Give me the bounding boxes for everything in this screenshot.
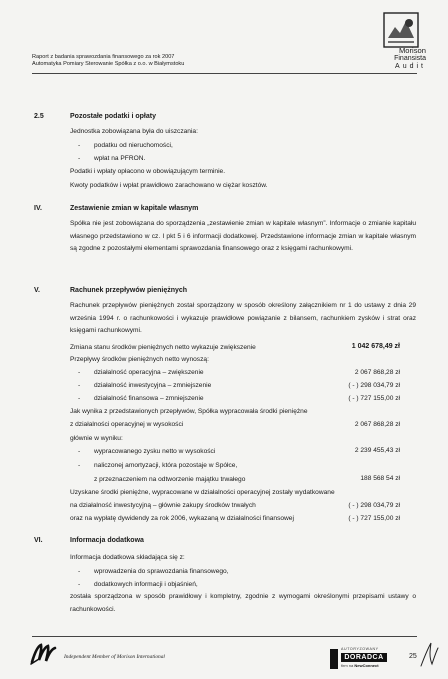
- list-bullet: -: [78, 395, 81, 402]
- morison-m-logo-icon: [30, 640, 60, 666]
- section-number: VI.: [34, 537, 43, 544]
- section-title: Pozostałe podatki i opłaty: [70, 113, 156, 120]
- badge-subline: [341, 663, 379, 668]
- list-bullet: -: [78, 382, 81, 389]
- list-bullet: -: [78, 448, 81, 455]
- company-name: Automatyka Pomiary Sterowanie Spółka z o.o. w Białymstoku: [32, 61, 185, 67]
- doradca-badge: [330, 645, 400, 671]
- section-number: V.: [34, 287, 40, 294]
- brand-subname: Finansista: [394, 55, 426, 62]
- list-item: wypracowanego zysku netto w wysokości: [94, 448, 216, 455]
- list-bullet: -: [78, 581, 81, 588]
- header-divider: [32, 73, 417, 74]
- amount: ( - ) 298 034,79 zł: [348, 502, 400, 509]
- report-title: Raport z badania sprawozdania finansowego za rok 2007: [32, 54, 175, 60]
- text-line: Informacja dodatkowa składająca się z:: [70, 554, 185, 561]
- brand-name: Morison: [398, 46, 426, 55]
- list-item: dodatkowych informacji i objaśnień,: [94, 581, 198, 588]
- morison-logo-icon: [383, 12, 419, 48]
- text-line: głównie w wyniku:: [70, 435, 123, 442]
- list-item: działalność operacyjna – zwiększenie: [94, 369, 204, 376]
- amount: 2 067 868,28 zł: [354, 369, 400, 376]
- list-bullet: -: [78, 462, 81, 469]
- text-line: Jednostka zobowiązana była do uiszczania:: [70, 128, 198, 135]
- text-line: Przepływy środków pieniężnych netto wynoszą:: [70, 356, 209, 363]
- member-note: Independent Member of Morison International: [64, 654, 165, 660]
- list-item: działalność finansowa – zmniejszenie: [94, 395, 204, 402]
- brand-block: [366, 47, 426, 71]
- text-line: Jak wynika z przedstawionych przepływów, Spółka wypracowała środki pieniężne: [70, 408, 308, 415]
- page-number: 25: [409, 653, 417, 660]
- list-item: działalność inwestycyjna – zmniejszenie: [94, 382, 212, 389]
- paragraph: Rachunek przepływów pieniężnych został sporządzony w sposób określony załącznikiem nr 1 do ustawy z dnia 29 września 1994 r. o rachunkowości i wykazuje prawidłowe powiązanie z bilansem, rachunkiem zysków i strat oraz księgami rachunkowymi.: [70, 302, 416, 335]
- text-line: Zmiana stanu środków pieniężnych netto wykazuje zwiększenie: [70, 344, 256, 351]
- list-bullet: -: [78, 369, 81, 376]
- amount: 188 568 54 zł: [360, 475, 400, 482]
- amount: 2 067 868,28 zł: [354, 421, 400, 428]
- amount-total: 1 042 678,49 zł: [351, 343, 400, 350]
- badge-name: DORADCA: [341, 653, 387, 662]
- badge-sub-brand: NewConnect: [354, 663, 379, 668]
- signature-icon: [418, 640, 440, 670]
- report-header: [32, 54, 184, 68]
- section-title: Zestawienie zmian w kapitale własnym: [70, 205, 199, 212]
- paragraph: została sporządzona w sposób prawidłowy i kompletny, zgodnie z wymogami określonymi przepisami ustawy o rachunkowości.: [70, 593, 416, 613]
- doradca-mark-icon: [330, 649, 338, 669]
- text-line: Kwoty podatków i wpłat prawidłowo zarachowano w ciężar kosztów.: [70, 182, 268, 189]
- list-item: wpłat na PFRON.: [94, 155, 146, 162]
- list-item-continued: z przeznaczeniem na odtworzenie majątku trwałego: [94, 476, 246, 483]
- list-item: naliczonej amortyzacji, która pozostaje w Spółce,: [94, 462, 238, 469]
- section-title: Informacja dodatkowa: [70, 537, 144, 544]
- amount: ( - ) 727 155,00 zł: [348, 515, 400, 522]
- paragraph: Spółka nie jest zobowiązana do sporządzenia „zestawienie zmian w kapitale własnym”. Informacje o zmianie kapitału własnego przedstawiono w cz. I pkt 5 i 6 informacji dodatkowej. Przedstawione informacje zmian w kapitale własnym są zgodne z pozostałymi elementami sprawozdania finansowego oraz z księgami rachunkowymi.: [70, 220, 416, 253]
- text-line: Podatki i wpłaty opłacono w obowiązującym terminie.: [70, 168, 226, 175]
- amount: ( - ) 298 034,79 zł: [348, 382, 400, 389]
- badge-sub-prefix: firm na: [341, 663, 354, 668]
- amount: ( - ) 727 155,00 zł: [348, 395, 400, 402]
- text-line: Uzyskane środki pieniężne, wypracowane w działalności operacyjnej zostały wydatkowane: [70, 489, 335, 496]
- section-number: 2.5: [34, 113, 44, 120]
- list-bullet: -: [78, 142, 81, 149]
- section-number: IV.: [34, 205, 42, 212]
- footer-divider: [32, 636, 417, 637]
- amount: 2 239 455,43 zł: [354, 447, 400, 454]
- text-line: z działalności operacyjnej w wysokości: [70, 421, 184, 428]
- section-title: Rachunek przepływów pieniężnych: [70, 287, 188, 294]
- text-line: oraz na wypłatę dywidendy za rok 2006, wykazaną w działalności finansowej: [70, 515, 294, 522]
- list-item: wprowadzenia do sprawozdania finansowego,: [94, 568, 229, 575]
- list-item: podatku od nieruchomości,: [94, 142, 173, 149]
- text-line: na działalność inwestycyjną – głównie zakupy środków trwałych: [70, 502, 256, 509]
- list-bullet: -: [78, 568, 81, 575]
- badge-caption: AUTORYZOWANY: [341, 647, 379, 651]
- brand-audit: Audit: [395, 63, 426, 70]
- list-bullet: -: [78, 155, 81, 162]
